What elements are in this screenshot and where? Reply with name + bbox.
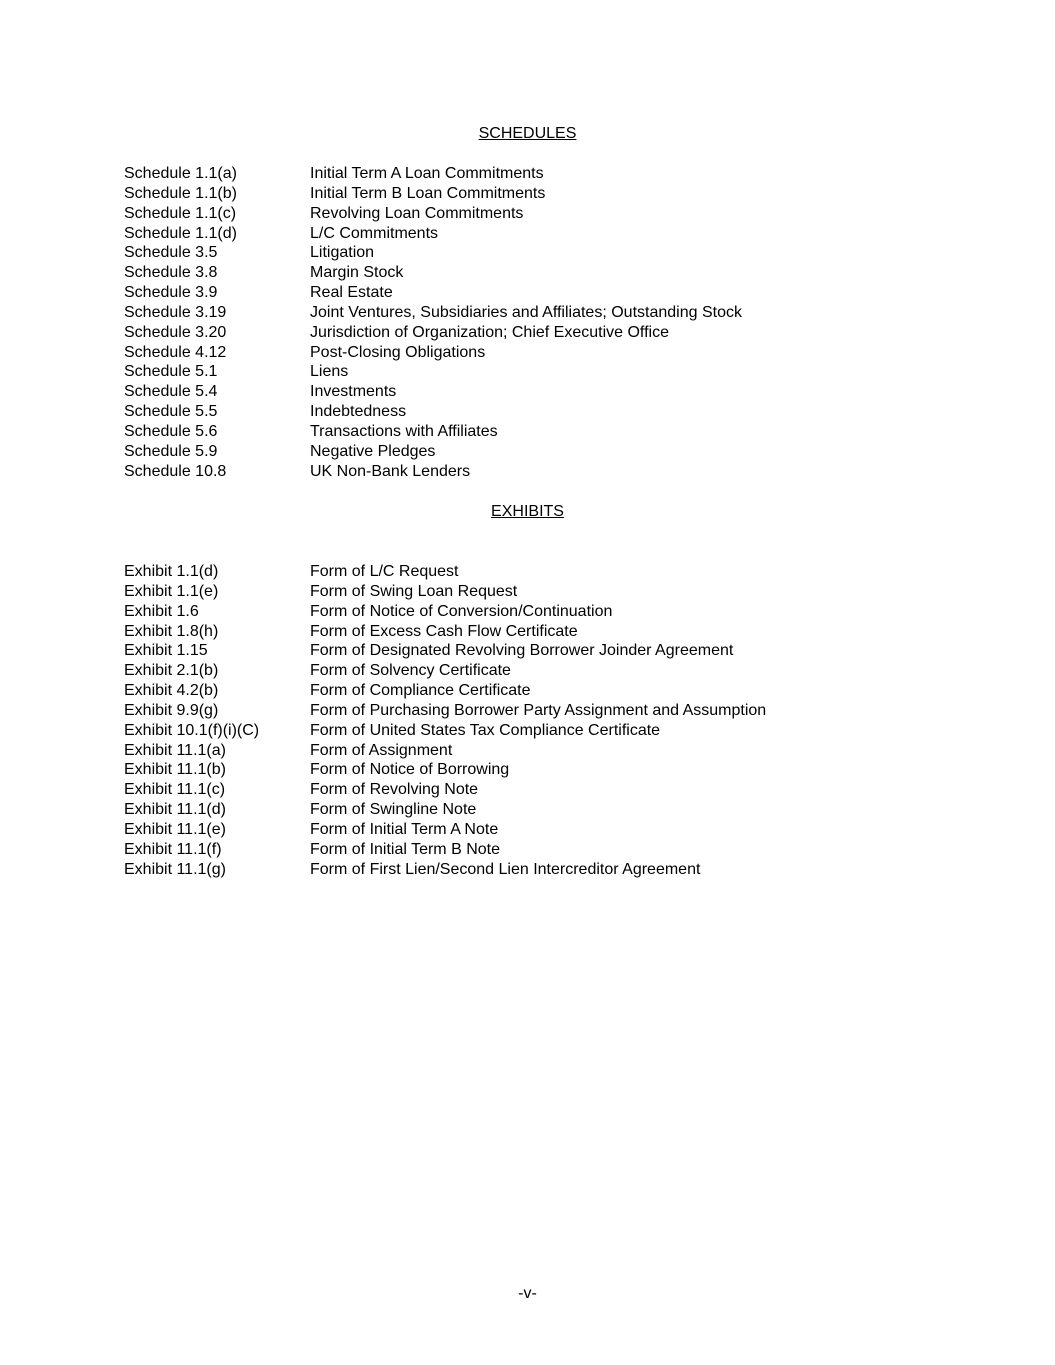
schedule-row xyxy=(124,283,924,303)
schedule-row xyxy=(124,343,924,363)
schedule-code: Schedule 3.5 xyxy=(124,244,218,262)
exhibit-code: Exhibit 11.1(e) xyxy=(124,820,226,838)
exhibit-title: Form of Designated Revolving Borrower Joinder Agreement xyxy=(310,642,734,660)
exhibit-title: Form of Solvency Certificate xyxy=(310,662,511,680)
schedule-title: Transactions with Affiliates xyxy=(310,422,498,440)
schedule-row xyxy=(124,184,924,204)
schedule-row xyxy=(124,442,924,462)
schedule-title: Indebtedness xyxy=(310,403,407,421)
exhibit-code: Exhibit 11.1(f) xyxy=(124,840,222,858)
exhibit-row xyxy=(124,840,924,860)
exhibit-title: Form of First Lien/Second Lien Intercreditor Agreement xyxy=(310,860,701,878)
exhibit-title: Form of Swing Loan Request xyxy=(310,582,518,600)
exhibit-row xyxy=(124,622,924,642)
exhibit-title: Form of Revolving Note xyxy=(310,781,479,799)
schedule-code: Schedule 3.8 xyxy=(124,264,218,282)
schedule-row xyxy=(124,462,924,482)
exhibit-title: Form of Purchasing Borrower Party Assignment and Assumption xyxy=(310,701,767,719)
schedule-row xyxy=(124,382,924,402)
schedule-code: Schedule 3.19 xyxy=(124,303,227,321)
exhibit-row xyxy=(124,661,924,681)
exhibit-row xyxy=(124,701,924,721)
schedule-title: Negative Pledges xyxy=(310,442,436,460)
schedules-heading xyxy=(0,124,1055,144)
schedule-row xyxy=(124,243,924,263)
schedule-code: Schedule 5.6 xyxy=(124,422,218,440)
schedule-code: Schedule 1.1(c) xyxy=(124,204,237,222)
schedule-code: Schedule 3.20 xyxy=(124,323,227,341)
exhibits-heading xyxy=(0,502,1055,522)
schedule-title: Investments xyxy=(310,383,397,401)
schedule-code: Schedule 5.4 xyxy=(124,383,218,401)
exhibit-title: Form of Compliance Certificate xyxy=(310,682,531,700)
exhibit-row xyxy=(124,602,924,622)
exhibit-code: Exhibit 11.1(g) xyxy=(124,860,226,878)
exhibit-title: Form of United States Tax Compliance Certificate xyxy=(310,721,661,739)
schedule-title: Litigation xyxy=(310,244,375,262)
exhibit-row xyxy=(124,562,924,582)
exhibit-title: Form of Notice of Borrowing xyxy=(310,761,510,779)
exhibit-title: Form of L/C Request xyxy=(310,563,459,580)
exhibit-title: Form of Initial Term A Note xyxy=(310,820,499,838)
schedule-row xyxy=(124,402,924,422)
schedule-row xyxy=(124,164,924,184)
schedule-title: Initial Term A Loan Commitments xyxy=(310,165,544,182)
schedule-title: L/C Commitments xyxy=(310,224,439,242)
schedule-title: Joint Ventures, Subsidiaries and Affiliates; Outstanding Stock xyxy=(310,303,742,321)
schedule-title: Real Estate xyxy=(310,284,393,302)
exhibits-list xyxy=(124,562,924,880)
schedule-title: Liens xyxy=(310,363,349,381)
exhibit-code: Exhibit 1.8(h) xyxy=(124,622,219,640)
schedule-code: Schedule 5.5 xyxy=(124,403,218,421)
exhibit-row xyxy=(124,800,924,820)
exhibit-title: Form of Initial Term B Note xyxy=(310,840,500,858)
exhibit-title: Form of Notice of Conversion/Continuation xyxy=(310,602,613,620)
exhibit-code: Exhibit 11.1(c) xyxy=(124,781,226,799)
exhibit-code: Exhibit 4.2(b) xyxy=(124,682,219,700)
schedule-code: Schedule 1.1(b) xyxy=(124,184,237,202)
schedule-code: Schedule 1.1(d) xyxy=(124,224,237,242)
exhibit-title: Form of Excess Cash Flow Certificate xyxy=(310,622,578,640)
exhibit-code: Exhibit 1.6 xyxy=(124,602,199,620)
schedule-code: Schedule 10.8 xyxy=(124,462,227,480)
schedule-title: Initial Term B Loan Commitments xyxy=(310,184,546,202)
schedules-list xyxy=(124,164,924,482)
exhibit-title: Form of Swingline Note xyxy=(310,801,477,819)
exhibit-row xyxy=(124,860,924,880)
schedule-title: Revolving Loan Commitments xyxy=(310,204,524,222)
exhibit-row xyxy=(124,681,924,701)
schedule-code: Schedule 5.9 xyxy=(124,442,218,460)
exhibit-code: Exhibit 11.1(b) xyxy=(124,761,226,779)
schedule-code: Schedule 1.1(a) xyxy=(124,165,237,182)
exhibit-code: Exhibit 1.1(e) xyxy=(124,582,219,600)
page-number: -v- xyxy=(518,1285,537,1302)
schedule-row xyxy=(124,224,924,244)
exhibit-row xyxy=(124,641,924,661)
schedules-heading-text: SCHEDULES xyxy=(478,125,577,142)
schedule-row xyxy=(124,323,924,343)
schedule-title: Jurisdiction of Organization; Chief Executive Office xyxy=(310,323,669,341)
exhibit-code: Exhibit 11.1(d) xyxy=(124,801,226,819)
exhibit-row xyxy=(124,820,924,840)
schedule-row xyxy=(124,362,924,382)
exhibit-row xyxy=(124,721,924,741)
schedule-title: Margin Stock xyxy=(310,264,404,282)
exhibit-row xyxy=(124,582,924,602)
exhibit-row xyxy=(124,741,924,761)
exhibit-row xyxy=(124,760,924,780)
schedule-code: Schedule 3.9 xyxy=(124,284,218,302)
exhibit-code: Exhibit 2.1(b) xyxy=(124,662,219,680)
schedule-row xyxy=(124,204,924,224)
exhibit-code: Exhibit 1.1(d) xyxy=(124,563,219,580)
schedule-row xyxy=(124,422,924,442)
schedule-row xyxy=(124,303,924,323)
schedule-row xyxy=(124,263,924,283)
exhibit-code: Exhibit 9.9(g) xyxy=(124,701,219,719)
schedule-code: Schedule 4.12 xyxy=(124,343,227,361)
exhibit-row xyxy=(124,780,924,800)
exhibit-title: Form of Assignment xyxy=(310,741,453,759)
exhibit-code: Exhibit 1.15 xyxy=(124,642,208,660)
schedule-title: Post-Closing Obligations xyxy=(310,343,486,361)
exhibit-code: Exhibit 11.1(a) xyxy=(124,741,226,759)
schedule-title: UK Non-Bank Lenders xyxy=(310,462,471,480)
exhibit-code: Exhibit 10.1(f)(i)(C) xyxy=(124,721,260,739)
schedule-code: Schedule 5.1 xyxy=(124,363,218,381)
exhibits-heading-text: EXHIBITS xyxy=(491,503,564,520)
